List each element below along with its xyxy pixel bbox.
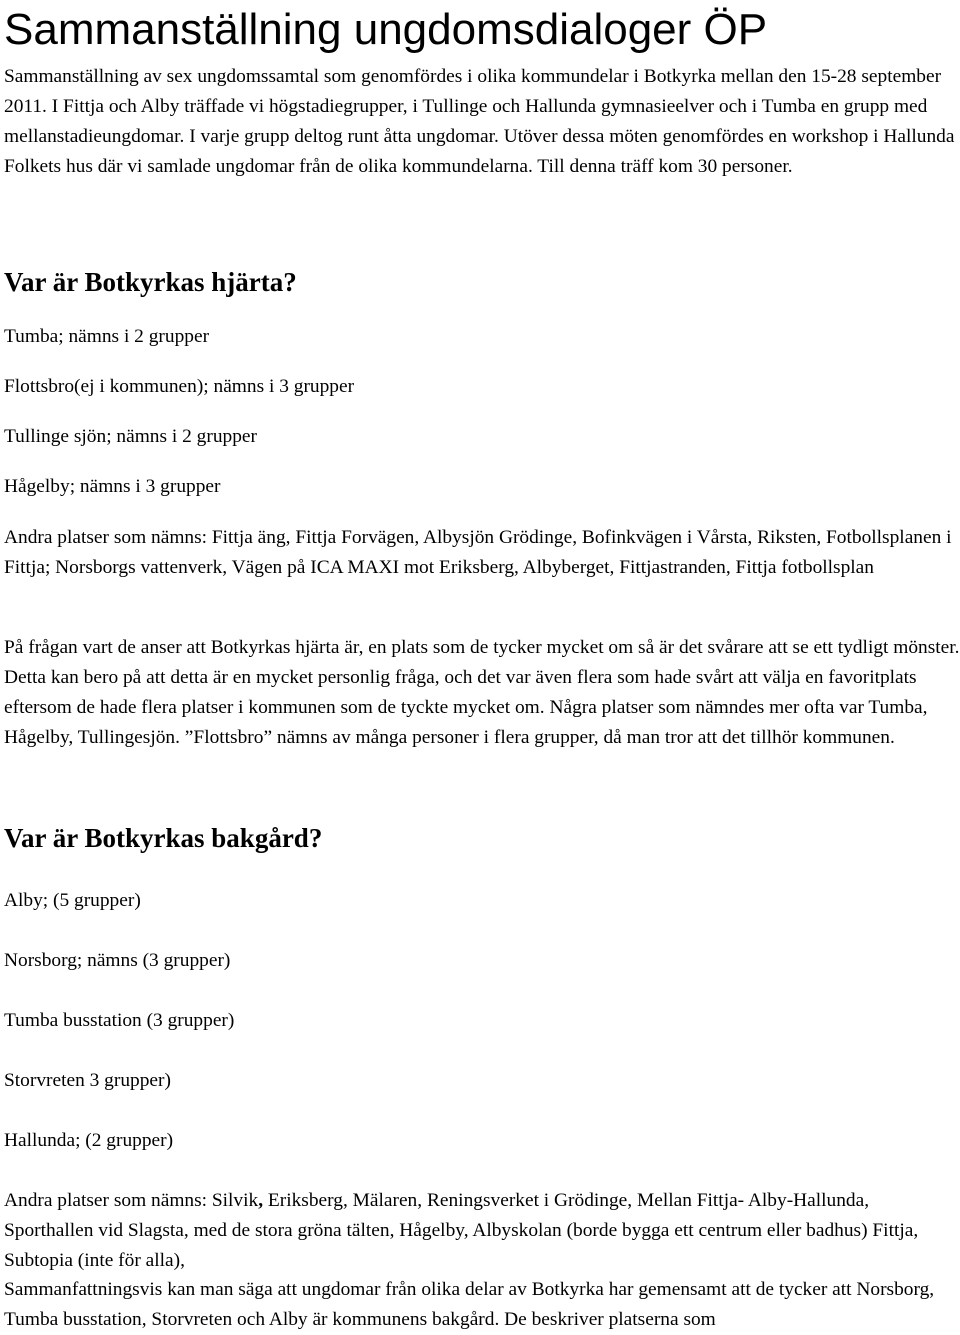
heart-item-tumba: Tumba; nämns i 2 grupper xyxy=(4,326,210,347)
heart-item-hagelby: Hågelby; nämns i 3 grupper xyxy=(4,476,221,497)
heart-item-tullinge-sjon: Tullinge sjön; nämns i 2 grupper xyxy=(4,426,257,447)
backyard-item-norsborg: Norsborg; nämns (3 grupper) xyxy=(4,950,231,971)
backyard-other-places xyxy=(4,1186,960,1276)
heart-summary: På frågan vart de anser att Botkyrkas hjärta är, en plats som de tycker mycket om så är det svårare att se ett tydligt mönster. Detta kan bero på att detta är en mycket personlig fråga, och det var även flera som hade svårt att välja en favoritplats eftersom de hade flera platser i kommunen som de tyckte mycket om. Några platser som nämndes mer ofta var Tumba, Hågelby, Tullingesjön. ”Flottsbro” nämns av många personer i flera grupper, då man tror att det tillhör kommunen. xyxy=(4,637,960,748)
backyard-other-places-rest: Eriksberg, Mälaren, Reningsverket i Grödinge, Mellan Fittja- Alby-Hallunda, Sporthallen vid Slagsta, med de stora gröna tälten, Hågelby, Albyskolan (borde bygga ett centrum eller badhus) Fittja, Subtopia (inte för alla), xyxy=(4,1190,919,1271)
backyard-other-places-comma: , xyxy=(258,1190,264,1211)
backyard-other-places-prefix: Andra platser som nämns: Silvik xyxy=(4,1190,259,1211)
heart-item-flottsbro: Flottsbro(ej i kommunen); nämns i 3 grupper xyxy=(4,376,355,397)
backyard-item-tumba-busstation: Tumba busstation (3 grupper) xyxy=(4,1010,235,1031)
backyard-item-hallunda: Hallunda; (2 grupper) xyxy=(4,1130,174,1151)
heart-heading: Var är Botkyrkas hjärta? xyxy=(4,267,297,297)
backyard-summary: Sammanfattningsvis kan man säga att ungdomar från olika delar av Botkyrka har gemensamt att de tycker att Norsborg, Tumba busstation, Storvreten och Alby är kommunens bakgård. De beskriver platserna som xyxy=(4,1279,935,1330)
intro-paragraph: Sammanställning av sex ungdomssamtal som genomfördes i olika kommundelar i Botkyrka mellan den 15-28 september 2011. I Fittja och Alby träffade vi högstadiegrupper, i Tullinge och Hallunda gymnasieelver och i Tumba en grupp med mellanstadieungdomar. I varje grupp deltog runt åtta ungdomar. Utöver dessa möten genomfördes en workshop i Hallunda Folkets hus där vi samlade ungdomar från de olika kommundelarna. Till denna träff kom 30 personer. xyxy=(4,66,955,177)
heart-other-places: Andra platser som nämns: Fittja äng, Fittja Forvägen, Albysjön Grödinge, Bofinkvägen i Vårsta, Riksten, Fotbollsplanen i Fittja; Norsborgs vattenverk, Vägen på ICA MAXI mot Eriksberg, Albyberget, Fittjastranden, Fittja fotbollsplan xyxy=(4,527,952,578)
backyard-item-storvreten: Storvreten 3 grupper) xyxy=(4,1070,171,1091)
backyard-item-alby: Alby; (5 grupper) xyxy=(4,890,141,911)
document-title: Sammanställning ungdomsdialoger ÖP xyxy=(4,5,768,54)
backyard-heading: Var är Botkyrkas bakgård? xyxy=(4,823,323,853)
